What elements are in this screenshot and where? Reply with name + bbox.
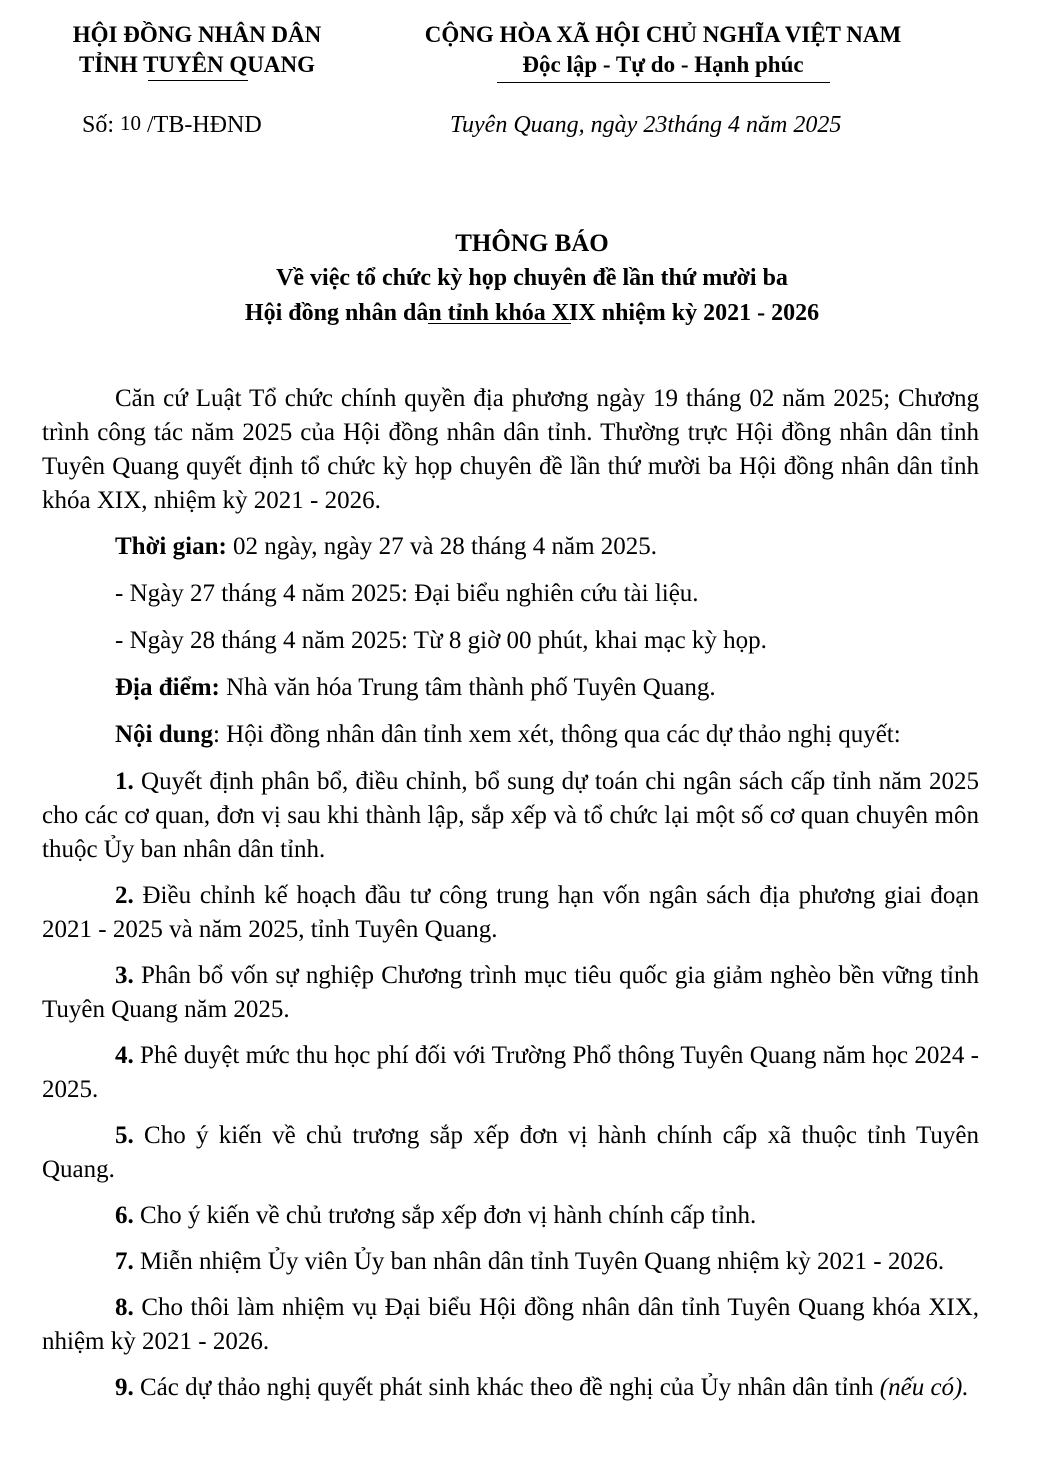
day2-paragraph: - Ngày 28 tháng 4 năm 2025: Từ 8 giờ 00 phút, khai mạc kỳ họp. — [115, 627, 767, 654]
item-number: 5. — [115, 1122, 134, 1149]
intro-paragraph: Căn cứ Luật Tổ chức chính quyền địa phương ngày 19 tháng 02 năm 2025; Chương trình công tác năm 2025 của Hội đồng nhân dân tỉnh. Thường trực Hội đồng nhân dân tỉnh Tuyên Quang quyết định tổ chức kỳ họp chuyên đề lần thứ mười ba Hội đồng nhân dân tỉnh khóa XIX, nhiệm kỳ 2021 - 2026. — [42, 385, 979, 514]
item-number: 3. — [115, 962, 134, 989]
title-underline — [428, 323, 571, 324]
list-item — [42, 959, 979, 1027]
national-motto — [368, 20, 958, 80]
title-line-1: THÔNG BÁO — [455, 230, 609, 257]
motto-underline — [497, 82, 830, 83]
item-text: Các dự thảo nghị quyết phát sinh khác theo đề nghị của Ủy nhân dân tỉnh — [133, 1374, 880, 1401]
document-number — [82, 110, 262, 140]
item-text: Quyết định phân bổ, điều chỉnh, bổ sung dự toán chi ngân sách cấp tỉnh năm 2025 cho các cơ quan, đơn vị sau khi thành lập, sắp xếp và tổ chức lại một số cơ quan chuyên môn thuộc Ủy ban nhân dân tỉnh. — [42, 768, 979, 863]
place-text: Nhà văn hóa Trung tâm thành phố Tuyên Quang. — [219, 674, 716, 701]
list-item — [42, 1245, 979, 1279]
number-value: 10 — [120, 111, 142, 135]
item-number: 7. — [115, 1248, 134, 1275]
list-item — [42, 1291, 979, 1359]
item-number: 2. — [115, 882, 134, 909]
issuing-agency — [42, 20, 352, 80]
content-text: : Hội đồng nhân dân tỉnh xem xét, thông qua các dự thảo nghị quyết: — [212, 721, 901, 748]
title-line-3: Hội đồng nhân dân tỉnh khóa XIX nhiệm kỳ 2021 - 2026 — [244, 300, 820, 326]
nation-line-2: Độc lập - Tự do - Hạnh phúc — [522, 52, 804, 77]
content-paragraph — [42, 718, 979, 752]
list-item — [42, 879, 979, 947]
nation-line-1: CỘNG HÒA XÃ HỘI CHỦ NGHĨA VIỆT NAM — [424, 22, 902, 47]
day1-paragraph: - Ngày 27 tháng 4 năm 2025: Đại biểu nghiên cứu tài liệu. — [115, 580, 699, 607]
item-text: Phê duyệt mức thu học phí đối với Trường Phổ thông Tuyên Quang năm học 2024 - 2025. — [42, 1042, 979, 1103]
title-line-2: Về việc tổ chức kỳ họp chuyên đề lần thứ mười ba — [276, 265, 788, 291]
number-prefix: Số: — [82, 112, 121, 138]
agency-line-1: HỘI ĐỒNG NHÂN DÂN — [72, 22, 322, 47]
list-item — [42, 1039, 979, 1107]
agency-line-2: TỈNH TUYÊN QUANG — [79, 52, 315, 77]
item-number: 6. — [115, 1202, 134, 1229]
document-title — [60, 226, 1004, 331]
item-text: Miễn nhiệm Ủy viên Ủy ban nhân dân tỉnh Tuyên Quang nhiệm kỳ 2021 - 2026. — [133, 1248, 945, 1275]
item-note: (nếu có). — [879, 1374, 969, 1401]
agency-underline — [148, 80, 248, 81]
list-item — [42, 1199, 979, 1233]
place-label: Địa điểm: — [115, 674, 220, 701]
list-item — [42, 1119, 979, 1187]
time-text: 02 ngày, ngày 27 và 28 tháng 4 năm 2025. — [226, 533, 658, 560]
document-date: Tuyên Quang, ngày 23tháng 4 năm 2025 — [450, 112, 842, 138]
item-number: 4. — [115, 1042, 134, 1069]
item-number: 8. — [115, 1294, 134, 1321]
item-text: Phân bổ vốn sự nghiệp Chương trình mục tiêu quốc gia giảm nghèo bền vững tỉnh Tuyên Quang năm 2025. — [42, 962, 979, 1023]
item-number: 1. — [115, 768, 134, 795]
item-text: Cho ý kiến về chủ trương sắp xếp đơn vị hành chính cấp xã thuộc tỉnh Tuyên Quang. — [42, 1122, 979, 1183]
item-number: 9. — [115, 1374, 134, 1401]
document-body — [42, 382, 979, 1417]
time-label: Thời gian: — [115, 533, 227, 560]
list-item — [42, 765, 979, 867]
list-item — [42, 1371, 979, 1405]
place-paragraph — [42, 671, 979, 705]
item-text: Cho thôi làm nhiệm vụ Đại biểu Hội đồng nhân dân tỉnh Tuyên Quang khóa XIX, nhiệm kỳ 2021 - 2026. — [42, 1294, 979, 1355]
item-text: Cho ý kiến về chủ trương sắp xếp đơn vị hành chính cấp tỉnh. — [133, 1202, 757, 1229]
time-paragraph — [42, 530, 979, 564]
content-label: Nội dung — [115, 721, 213, 748]
item-text: Điều chỉnh kế hoạch đầu tư công trung hạn vốn ngân sách địa phương giai đoạn 2021 - 2025 và năm 2025, tỉnh Tuyên Quang. — [42, 882, 979, 943]
number-suffix: /TB-HĐND — [141, 112, 262, 138]
